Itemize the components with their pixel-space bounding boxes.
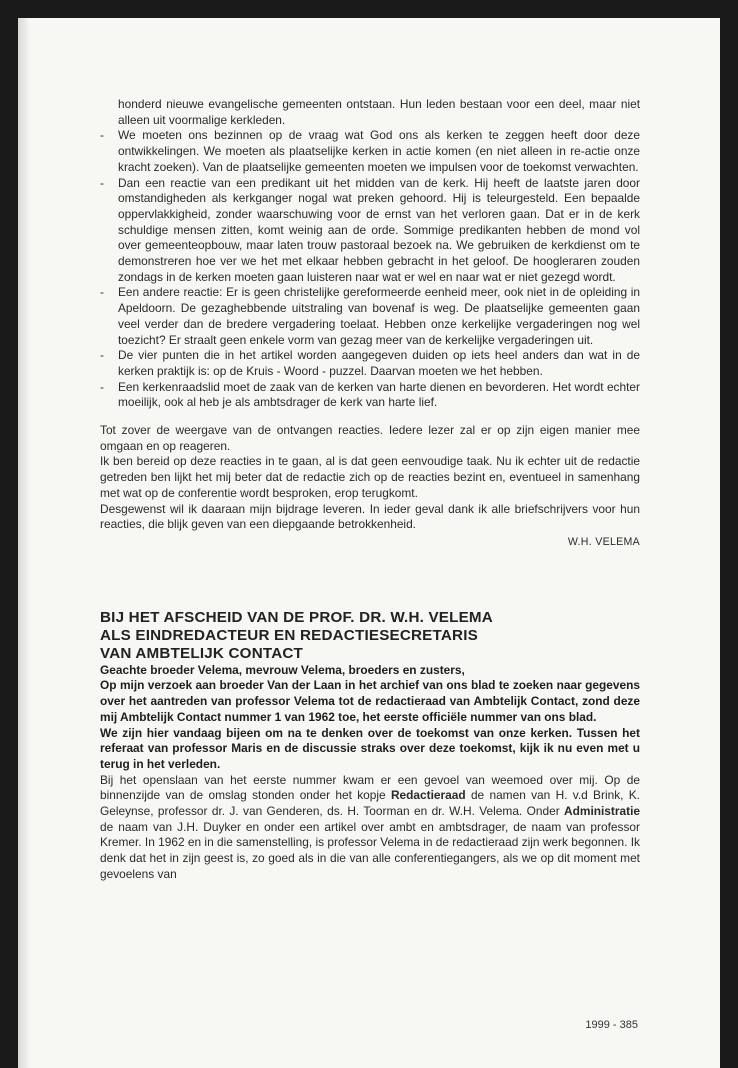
list-item: - We moeten ons bezinnen op de vraag wat God ons als kerken te zeggen heeft door deze ontwikkelingen. We moeten als plaatselijke kerken in actie komen (en niet alleen in re-actie onze kracht zoeken). Van de plaatselijke gemeenten moeten we impulsen voor de toekomst verwachten.	[100, 128, 640, 175]
article-title	[100, 609, 640, 663]
page	[18, 18, 720, 1068]
continued-paragraph: honderd nieuwe evangelische gemeenten ontstaan. Hun leden bestaan voor een deel, maar niet alleen uit voormalige kerkleden.	[118, 97, 640, 127]
author-signature: W.H. VELEMA	[567, 535, 640, 548]
salutation: Geachte broeder Velema, mevrouw Velema, broeders en zusters,	[100, 662, 465, 677]
list-item: - De vier punten die in het artikel worden aangegeven duiden op iets heel anders dan wat in de kerken praktijk is: op de Kruis - Woord - puzzel. Daarvan moeten we het hebben.	[100, 348, 640, 379]
closing-paragraph: Ik ben bereid op deze reacties in te gaan, al is dat geen eenvoudige taak. Nu ik echter uit de redactie getreden ben lijkt het mij beter dat de redactie zich op de reacties bezint en, eventueel in samenhang met wat op de conferentie wordt besproken, erop terugkomt.	[100, 454, 640, 500]
title-line: ALS EINDREDACTEUR EN REDACTIESECRETARIS	[100, 626, 478, 644]
closing-paragraph: Desgewenst wil ik daaraan mijn bijdrage leveren. In ieder geval dank ik alle briefschrijvers voor hun reacties, die blijk geven van een diepgaande betrokkenheid.	[100, 501, 640, 532]
intro-paragraph: We zijn hier vandaag bijeen om na te denken over de toekomst van onze kerken. Tussen het referaat van professor Maris en de discussie straks over deze toekomst, kijk ik nu even met u terug in het verleden.	[100, 725, 640, 771]
page-gutter	[18, 18, 30, 1068]
page-number: 1999 - 385	[585, 1019, 638, 1031]
reactions-list	[100, 128, 640, 411]
intro-paragraph: Op mijn verzoek aan broeder Van der Laan in het archief van ons blad te zoeken naar gegevens over het aantreden van professor Velema tot de redactieraad van Ambtelijk Contact, zond deze mij Ambtelijk Contact nummer 1 van 1962 toe, het eerste officiële nummer van ons blad.	[100, 678, 640, 724]
page-content	[100, 97, 640, 883]
list-item: - Een andere reactie: Er is geen christelijke gereformeerde eenheid meer, ook niet in de opleiding in Apeldoorn. De gezaghebbende uitstraling van bovenaf is weg. De plaatselijke gemeenten gaan veel verder dan de bredere vergadering toelaat. Hebben onze kerkelijke vergaderingen nog wel toezicht? Er straalt geen enkele vorm van gezag meer van de kerkelijke vergaderingen uit.	[100, 285, 640, 348]
body-paragraph: Bij het openslaan van het eerste nummer kwam er een gevoel van weemoed over mij. Op de binnenzijde van de omslag stonden onder het kopje Redactieraad de namen van H. v.d Brink, K. Geleynse, professor dr. J. van Genderen, ds. H. Toorman en dr. W.H. Velema. Onder Administratie de naam van J.H. Duyker en onder een artikel over ambt en ambtsdrager, de naam van professor Kremer. In 1962 en in die samenstelling, is professor Velema in de redactieraad zijn werk begonnen. Ik denk dat het in zijn geest is, zo goed als in die van alle conferentiegangers, als we op dit moment met gevoelens van	[100, 772, 641, 881]
keyword-administratie: Administratie	[564, 804, 640, 819]
list-item: - Een kerkenraadslid moet de zaak van de kerken van harte dienen en bevorderen. Het wordt echter moeilijk, ook al heb je als ambtsdrager de kerk van harte lief.	[100, 380, 640, 411]
list-item: - Dan een reactie van een predikant uit het midden van de kerk. Hij heeft de laatste jaren door omstandigheden als kerkganger nogal wat preken gehoord. Hij is teleurgesteld. Een bepaalde oppervlakkigheid, zonder waarschuwing voor de ernst van het verloren gaan. Dat er in de kerk schuldige mensen zitten, komt weinig aan de orde. Sommige predikanten hebben de mond vol over gemeenteopbouw, maar laten trouw pastoraal bezoek na. We gebruiken de kerkdienst om te demonstreren hoe ver we het met elkaar hebben gebracht in het geloof. De hoogleraren zouden zondags in de kerken moeten gaan luisteren naar wat er wel en naar wat er niet gezegd wordt.	[100, 176, 640, 286]
closing-paragraph: Tot zover de weergave van de ontvangen reacties. Iedere lezer zal er op zijn eigen manier mee omgaan en op reageren.	[100, 423, 640, 453]
title-line: VAN AMBTELIJK CONTACT	[100, 644, 304, 662]
title-line: BIJ HET AFSCHEID VAN DE PROF. DR. W.H. VELEMA	[100, 608, 493, 626]
keyword-redactieraad: Redactieraad	[390, 788, 466, 803]
